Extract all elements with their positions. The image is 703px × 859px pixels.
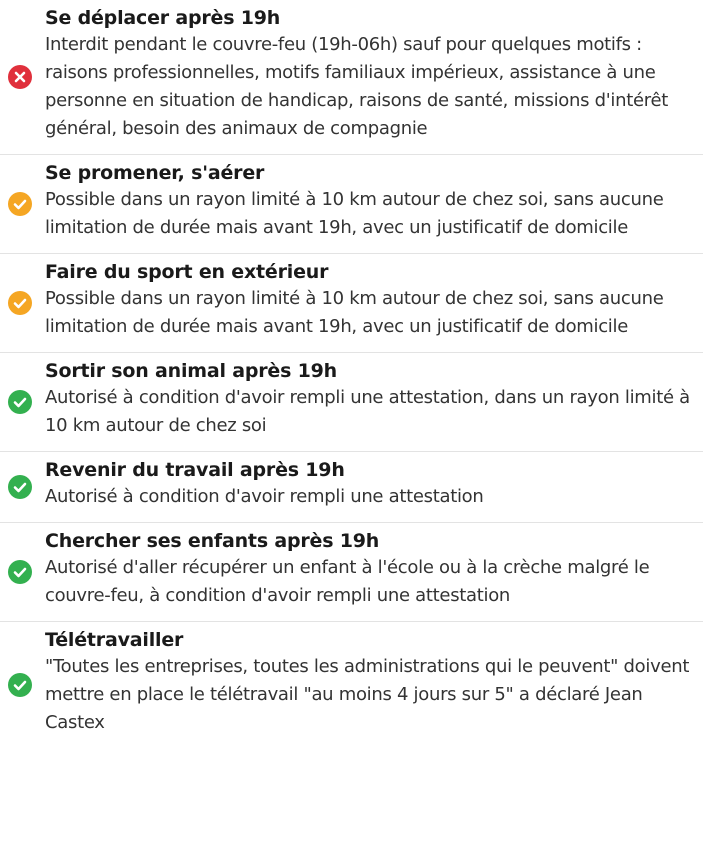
item-title: Sortir son animal après 19h xyxy=(45,360,337,382)
list-item xyxy=(0,254,703,353)
item-description: "Toutes les entreprises, toutes les administrations qui le peuvent" doivent mettre en place le télétravail "au moins 4 jours sur 5" a déclaré Jean Castex xyxy=(45,656,690,733)
check-icon xyxy=(8,390,32,414)
item-title: Faire du sport en extérieur xyxy=(45,261,329,283)
item-description: Autorisé d'aller récupérer un enfant à l'école ou à la crèche malgré le couvre-feu, à condition d'avoir rempli une attestation xyxy=(45,557,650,606)
list-item xyxy=(0,155,703,254)
check-icon xyxy=(8,192,32,216)
item-title: Chercher ses enfants après 19h xyxy=(45,530,380,552)
item-description: Autorisé à condition d'avoir rempli une attestation xyxy=(45,486,484,507)
item-title: Télétravailler xyxy=(45,629,184,651)
check-icon xyxy=(8,475,32,499)
list-item xyxy=(0,622,703,748)
list-item xyxy=(0,353,703,452)
item-description: Possible dans un rayon limité à 10 km autour de chez soi, sans aucune limitation de durée mais avant 19h, avec un justificatif de domicile xyxy=(45,288,664,337)
list-item xyxy=(0,452,703,523)
item-title: Se promener, s'aérer xyxy=(45,162,265,184)
item-title: Revenir du travail après 19h xyxy=(45,459,345,481)
item-title: Se déplacer après 19h xyxy=(45,7,281,29)
list-item xyxy=(0,523,703,622)
check-icon xyxy=(8,291,32,315)
cross-icon xyxy=(8,65,32,89)
item-description: Autorisé à condition d'avoir rempli une attestation, dans un rayon limité à 10 km autour de chez soi xyxy=(45,387,690,436)
list-item xyxy=(0,0,703,155)
item-description: Possible dans un rayon limité à 10 km autour de chez soi, sans aucune limitation de durée mais avant 19h, avec un justificatif de domicile xyxy=(45,189,664,238)
check-icon xyxy=(8,560,32,584)
item-description: Interdit pendant le couvre-feu (19h-06h) sauf pour quelques motifs : raisons professionnelles, motifs familiaux impérieux, assistance à une personne en situation de handicap, raisons de santé, missions d'intérêt général, besoin des animaux de compagnie xyxy=(45,34,668,139)
check-icon xyxy=(8,673,32,697)
